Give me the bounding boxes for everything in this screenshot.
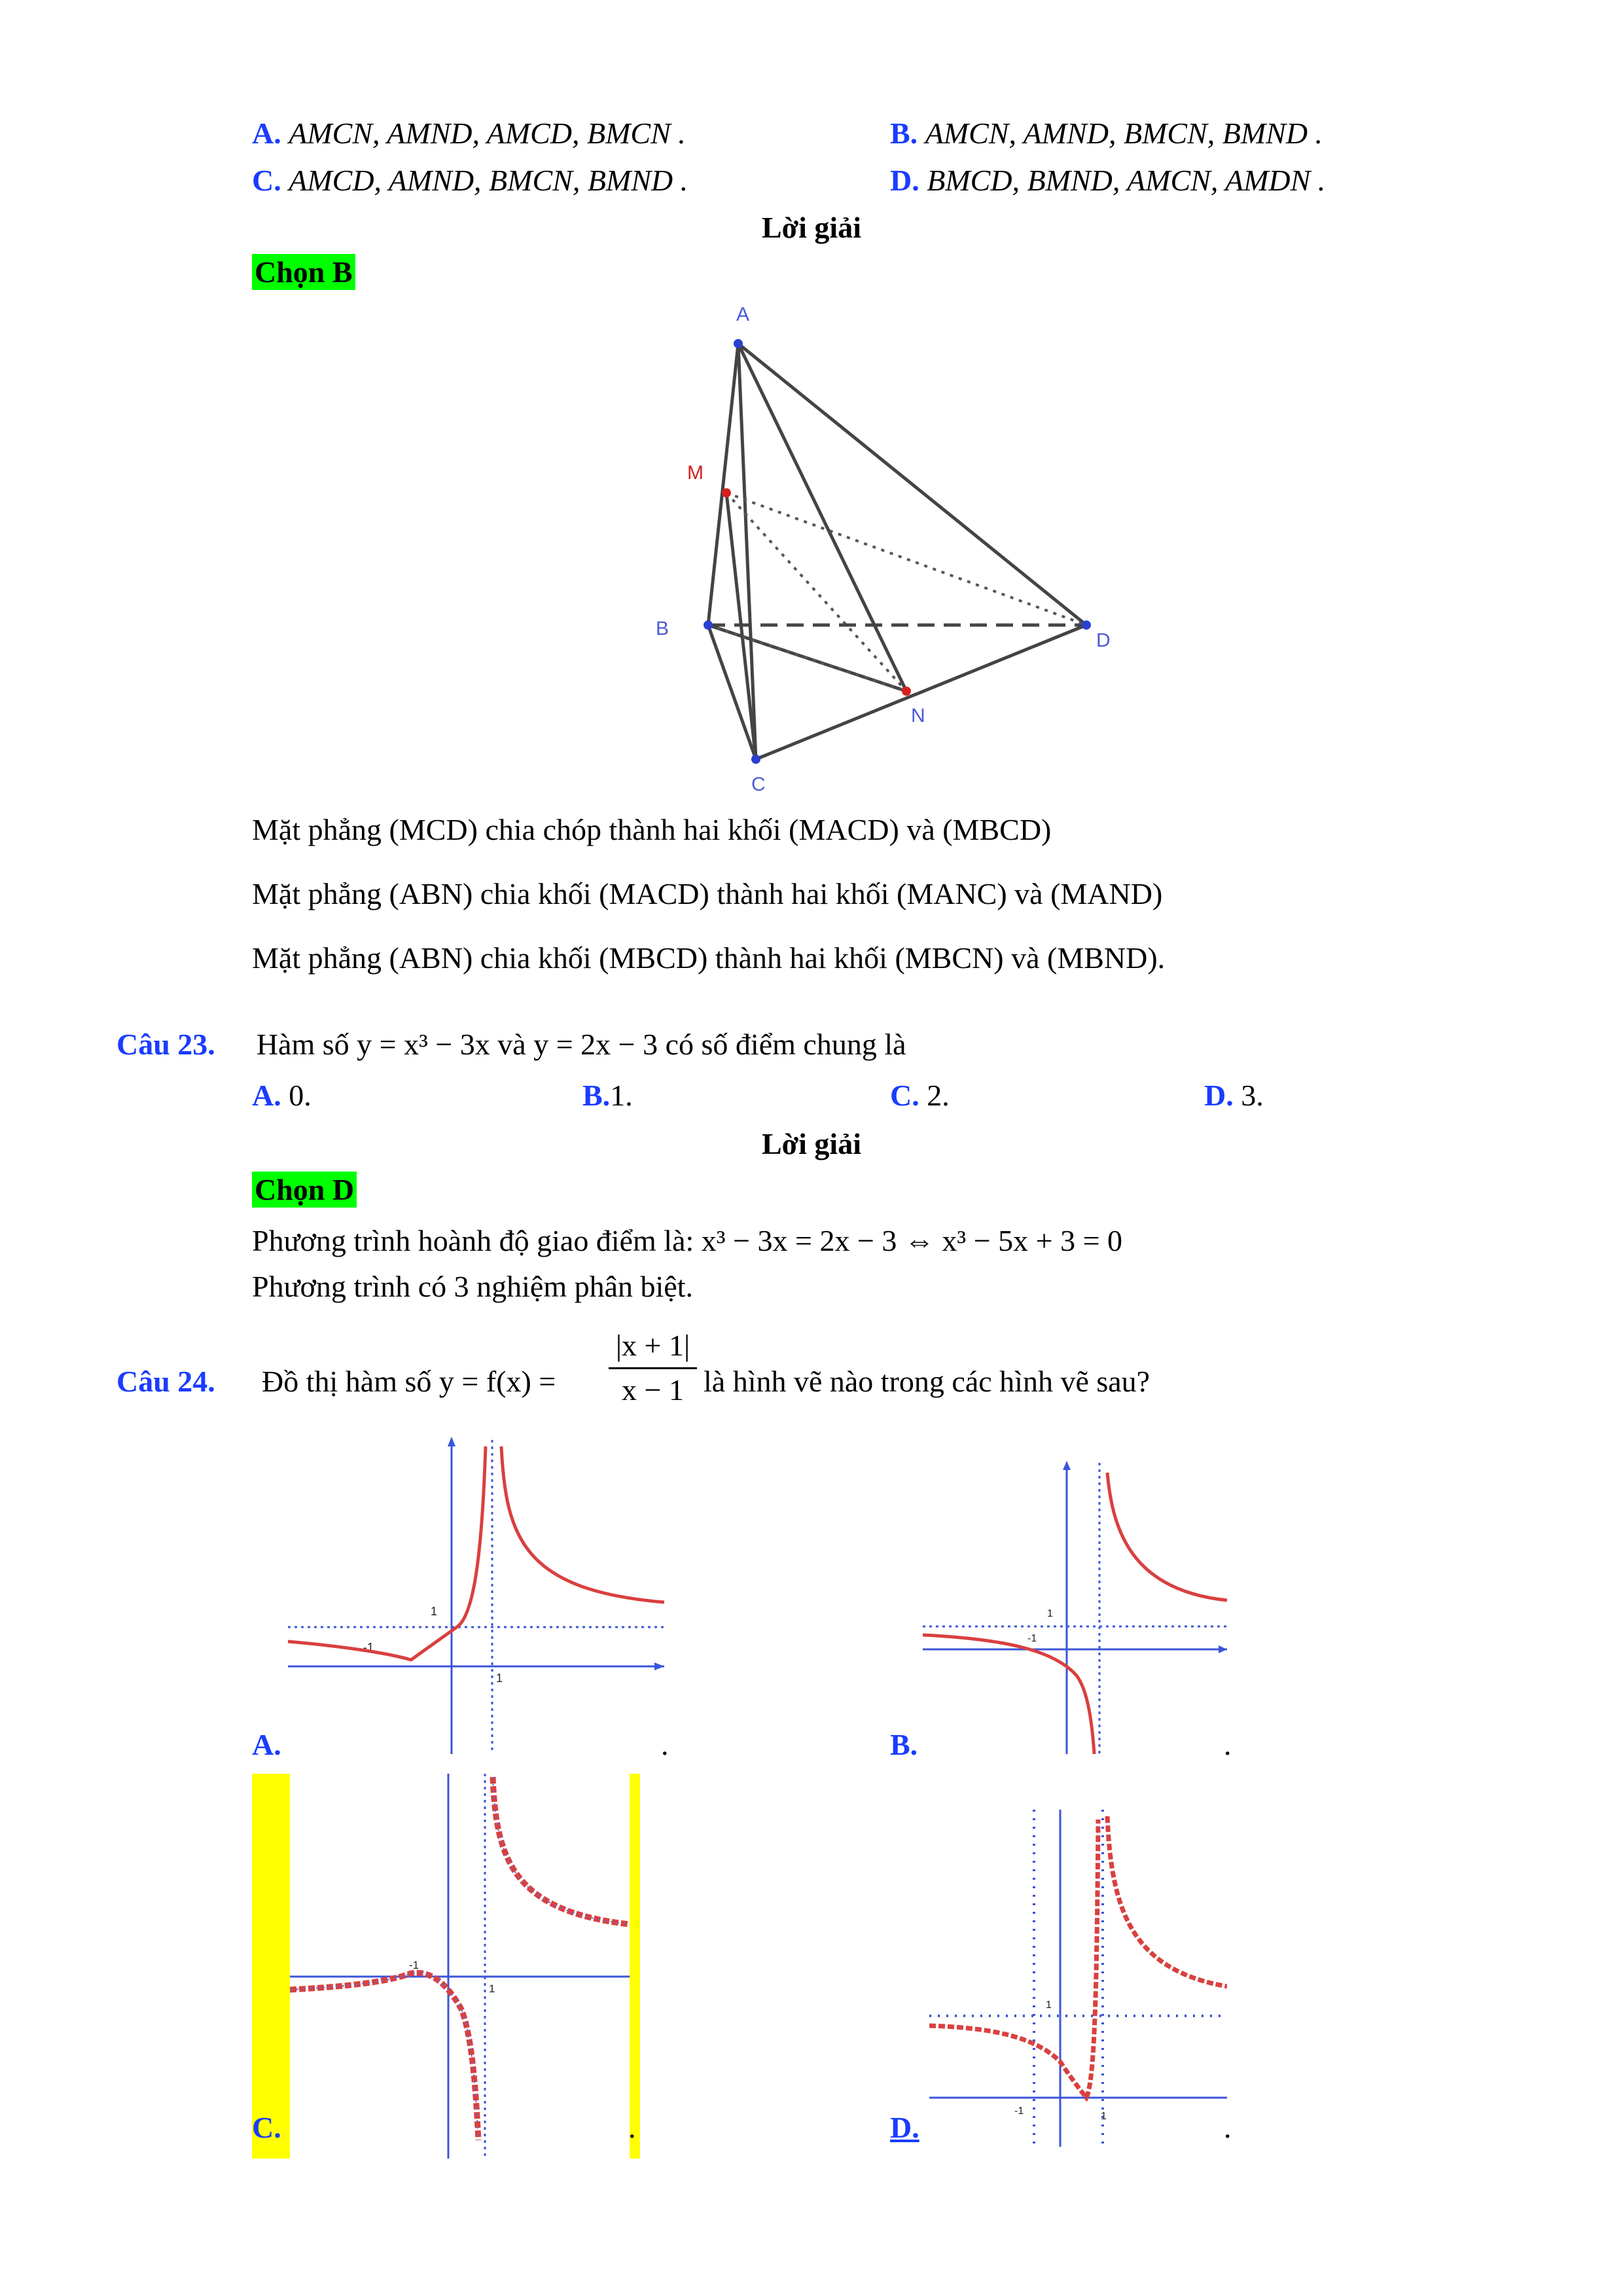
q23-question: Câu 23. Hàm số y = x³ − 3x và y = 2x − 3 có số điểm chung là [116,1028,906,1061]
vertex-b [704,620,713,630]
graph-d-left-branch [929,1820,1098,2098]
tick-1: 1 [1047,1608,1053,1619]
label-n: N [911,705,925,726]
graph-b-left-branch [923,1635,1094,1754]
q24-denominator: x − 1 [622,1372,684,1407]
graph-b-right-branch [1107,1473,1227,1600]
q23-option-a: A. 0. [252,1079,312,1112]
tick-minus1: -1 [363,1641,374,1654]
edge-cd [756,625,1086,759]
q24-question-post: là hình vẽ nào trong các hình vẽ sau? [704,1365,1150,1398]
q24-question-number: Câu 24. [116,1365,215,1398]
graph-c-right-branch [493,1777,630,1924]
tick-minus1: -1 [1027,1633,1037,1644]
label-d: D [1096,630,1111,651]
q24-fraction [609,1329,697,1408]
graph-c [290,1774,630,2159]
q24-numerator: |x + 1| [609,1329,697,1369]
label-c: C [751,774,766,795]
q22-choice: Chọn B [252,255,355,290]
graph-b-label: B. [890,1728,918,1761]
q22-option-b: B. AMCN, AMND, BMCN, BMND . [890,117,1323,150]
graph-c-dot: . [628,2111,636,2144]
graph-b [923,1460,1230,1754]
edge-ab [708,344,738,625]
q23-option-b: B.1. [582,1079,633,1112]
graph-a-dot: . [661,1728,669,1761]
graph-a-label: A. [252,1728,281,1761]
vertex-d [1082,620,1091,630]
graph-c-highlight-left [252,1774,290,2159]
graph-c-label: C. [252,2111,281,2144]
vertex-c [751,755,760,764]
tick-minus1: -1 [1014,2106,1024,2117]
q23-option-d: D. 3. [1204,1079,1264,1112]
pyramid-figure [641,301,1139,798]
tick-1-y: 1 [1046,2000,1052,2011]
label-b: B [656,618,669,639]
q23-solution-line-1: Phương trình hoành độ giao điểm là: x³ − 3x = 2x − 3 ⇔ x³ − 5x + 3 = 0 [252,1224,1123,1257]
q22-option-a: A. AMCN, AMND, AMCD, BMCN . [252,117,686,150]
edge-ac [738,344,756,759]
q22-solution-heading: Lời giải [762,211,861,244]
graph-c-highlight-right [630,1774,640,2159]
vertex-a [734,339,743,348]
graph-d [929,1806,1227,2147]
q23-solution-line-2: Phương trình có 3 nghiệm phân biệt. [252,1270,694,1303]
q23-option-c: C. 2. [890,1079,950,1112]
q22-solution-line-3: Mặt phẳng (ABN) chia khối (MBCD) thành hai khối (MBCN) và (MBND). [252,941,1166,975]
tick-1-x: 1 [496,1672,503,1685]
point-m [722,488,731,497]
q23-solution-heading: Lời giải [762,1127,861,1160]
tick-1: 1 [489,1982,495,1995]
q22-option-d: D. BMCD, BMND, AMCN, AMDN . [890,164,1326,197]
q24-question-pre: Đồ thị hàm số y = f(x) = [262,1365,556,1398]
graph-a [288,1433,668,1754]
q22-solution-line-2: Mặt phẳng (ABN) chia khối (MACD) thành hai khối (MANC) và (MAND) [252,877,1163,910]
tick-minus1: -1 [409,1959,419,1971]
graph-a-right-branch [501,1446,664,1602]
q22-option-c: C. AMCD, AMND, BMCN, BMND . [252,164,688,197]
label-a: A [736,304,750,325]
graph-d-right-branch [1107,1816,1227,1986]
edge-bn [708,625,906,691]
point-n [902,687,911,696]
segment-md [726,493,1086,625]
q22-solution-line-1: Mặt phẳng (MCD) chia chóp thành hai khối (MACD) và (MBCD) [252,813,1052,846]
edge-an [738,344,906,691]
graph-b-dot: . [1224,1728,1232,1761]
graph-d-dot: . [1224,2111,1232,2144]
edge-ad [738,344,1086,625]
graph-d-label: D. [890,2111,919,2144]
q23-choice: Chọn D [252,1173,357,1208]
label-m: M [687,462,704,484]
tick-1-y: 1 [431,1605,438,1618]
graph-c-left-branch [290,1973,478,2140]
tick-1-x: 1 [1101,2111,1107,2122]
